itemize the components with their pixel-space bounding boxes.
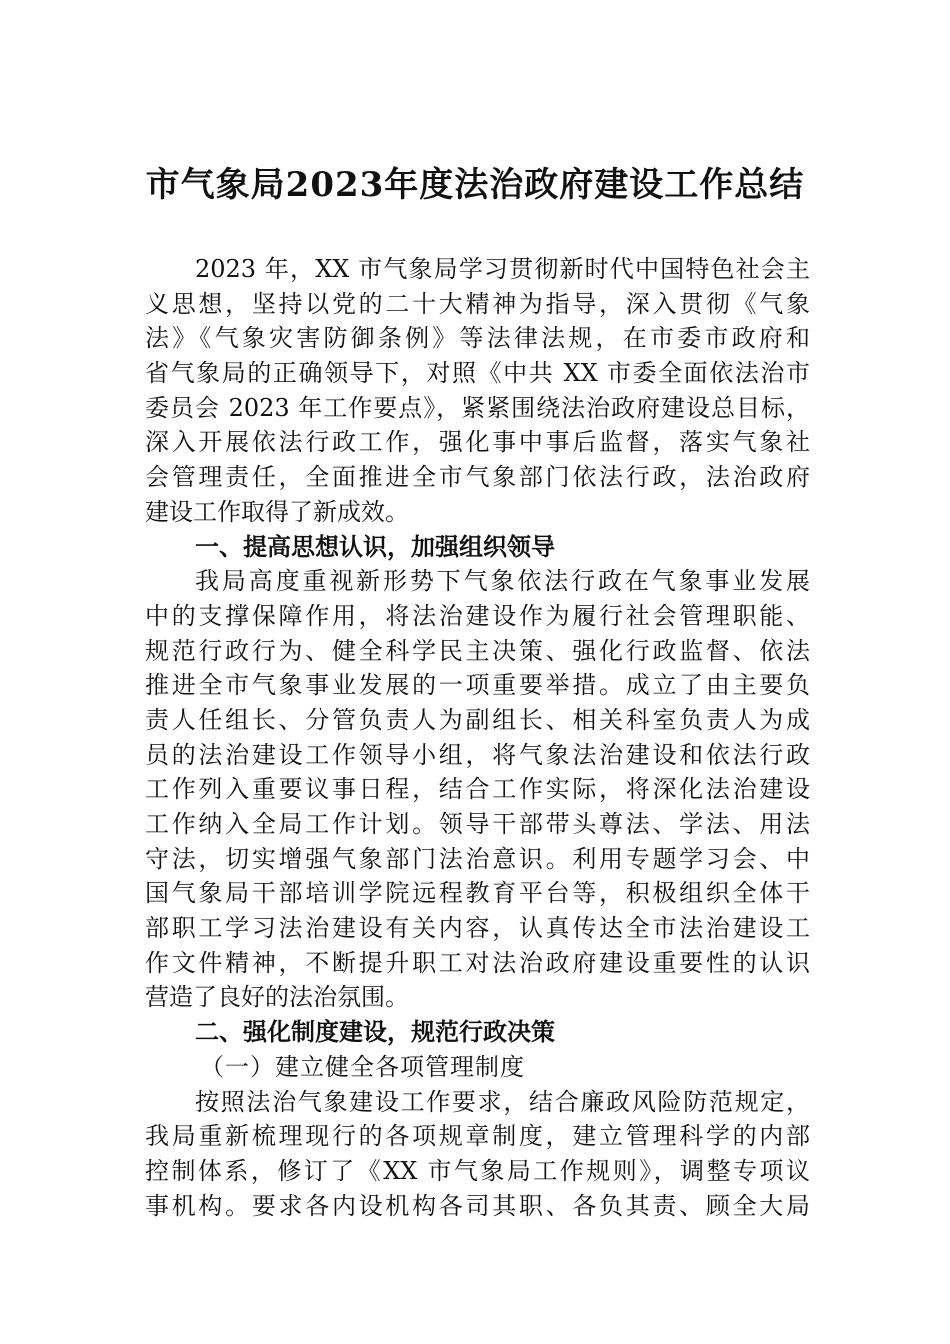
text-line: 营造了良好的法治氛围。 [145,983,409,1012]
text-line: 推进全市气象事业发展的一项重要举措。成立了由主要负 [145,671,810,700]
text-line: 控制体系，修订了《XX 市气象局工作规则》，调整专项议 [145,1156,810,1185]
document-body [145,252,810,1223]
text-line: 事机构。要求各内设机构各司其职、各负其责、顾全大局 [145,1191,810,1220]
text-line: 责人任组长、分管负责人为副组长、相关科室负责人为成 [145,705,810,734]
text-line: 作文件精神，不断提升职工对法治政府建设重要性的认识 [145,948,810,977]
text-line: 国气象局干部培训学院远程教育平台等，积极组织全体干 [145,879,810,908]
text-line: 委员会 2023 年工作要点》，紧紧围绕法治政府建设总目标， [145,393,810,422]
section-heading: 一、提高思想认识，加强组织领导 [195,532,555,561]
text-line: 会管理责任，全面推进全市气象部门依法行政，法治政府 [145,463,810,492]
text-line: 法》《气象灾害防御条例》等法律法规，在市委市政府和 [145,324,810,353]
text-line: 工作纳入全局工作计划。领导干部带头尊法、学法、用法 [145,810,810,838]
document-title: 市气象局2023年度法治政府建设工作总结 [145,165,805,205]
text-line: 2023 年，XX 市气象局学习贯彻新时代中国特色社会主 [195,255,810,283]
text-line: 规范行政行为、健全科学民主决策、强化行政监督、依法 [145,636,810,665]
text-line: 中的支撑保障作用，将法治建设作为履行社会管理职能、 [145,601,810,630]
text-line: 守法，切实增强气象部门法治意识。利用专题学习会、中 [145,844,810,873]
subsection-heading: （一）建立健全各项管理制度 [200,1052,525,1081]
text-line: 深入开展依法行政工作，强化事中事后监督，落实气象社 [145,428,810,457]
section-heading: 二、强化制度建设，规范行政决策 [195,1018,555,1047]
text-line: 我局重新梳理现行的各项规章制度，建立管理科学的内部 [145,1122,810,1151]
text-line: 按照法治气象建设工作要求，结合廉政风险防范规定， [195,1087,810,1116]
text-line: 工作列入重要议事日程，结合工作实际，将深化法治建设 [145,775,810,804]
text-line: 建设工作取得了新成效。 [145,497,409,526]
text-line: 省气象局的正确领导下，对照《中共 XX 市委全面依法治市 [145,359,810,388]
text-line: 员的法治建设工作领导小组，将气象法治建设和依法行政 [145,740,810,769]
text-line: 义思想，坚持以党的二十大精神为指导，深入贯彻《气象 [145,289,810,318]
text-line: 我局高度重视新形势下气象依法行政在气象事业发展 [195,567,810,596]
text-line: 部职工学习法治建设有关内容，认真传达全市法治建设工 [145,914,810,943]
